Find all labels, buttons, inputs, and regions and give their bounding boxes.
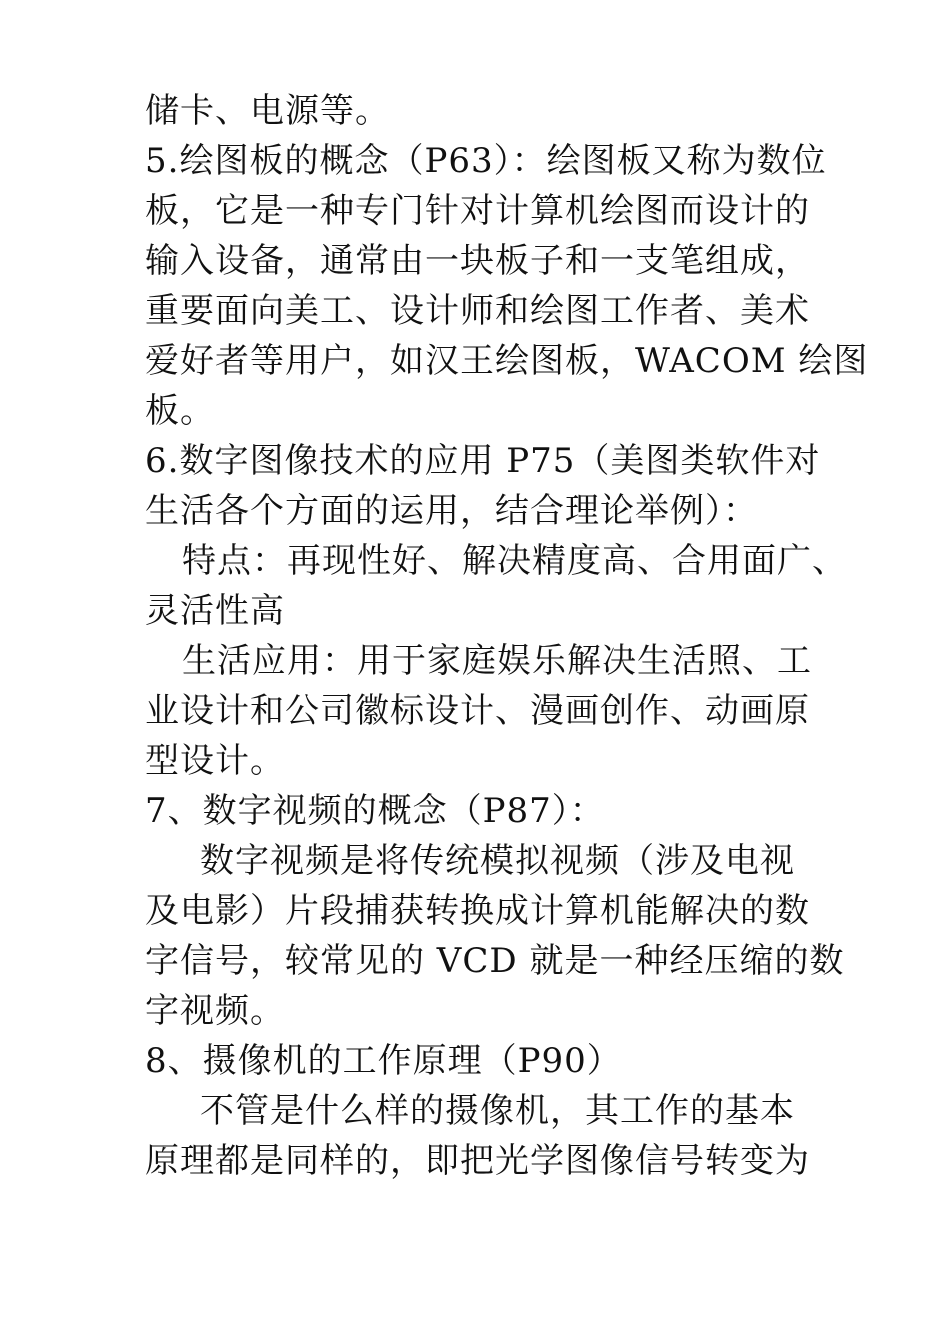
text-line: 业设计和公司徽标设计、漫画创作、动画原: [145, 691, 810, 731]
text-line: 输入设备，通常由一块板子和一支笔组成，: [145, 241, 810, 281]
text-line: 字视频。: [145, 991, 285, 1031]
text-line: 重要面向美工、设计师和绘图工作者、美术: [145, 291, 810, 331]
text-line: 原理都是同样的，即把光学图像信号转变为: [145, 1141, 810, 1181]
applications-paragraph: 生活应用：用于家庭娱乐解决生活照、工: [182, 641, 812, 681]
digital-video-paragraph: 数字视频是将传统模拟视频（涉及电视: [200, 841, 795, 881]
text-line: 板。: [145, 391, 215, 431]
text-line: 灵活性高: [145, 591, 285, 631]
text-line: 生活各个方面的运用，结合理论举例）：: [145, 491, 758, 531]
text-line: 板，它是一种专门针对计算机绘图而设计的: [145, 191, 810, 231]
section-8-heading: 8、摄像机的工作原理（P90）: [145, 1041, 622, 1081]
text-line: 及电影）片段捕获转换成计算机能解决的数: [145, 891, 810, 931]
section-7-heading: 7、数字视频的概念（P87）：: [145, 791, 605, 831]
text-line: 爱好者等用户，如汉王绘图板，WACOM 绘图: [145, 341, 869, 381]
camera-principle-paragraph: 不管是什么样的摄像机，其工作的基本: [200, 1091, 795, 1131]
text-line: 储卡、电源等。: [145, 91, 390, 131]
text-line: 字信号，较常见的 VCD 就是一种经压缩的数: [145, 941, 845, 981]
section-6-heading: 6.数字图像技术的应用 P75（美图类软件对: [145, 441, 821, 481]
features-paragraph: 特点：再现性好、解决精度高、合用面广、: [182, 541, 847, 581]
section-5-heading: 5.绘图板的概念（P63）：绘图板又称为数位: [145, 141, 827, 181]
text-line: 型设计。: [145, 741, 285, 781]
